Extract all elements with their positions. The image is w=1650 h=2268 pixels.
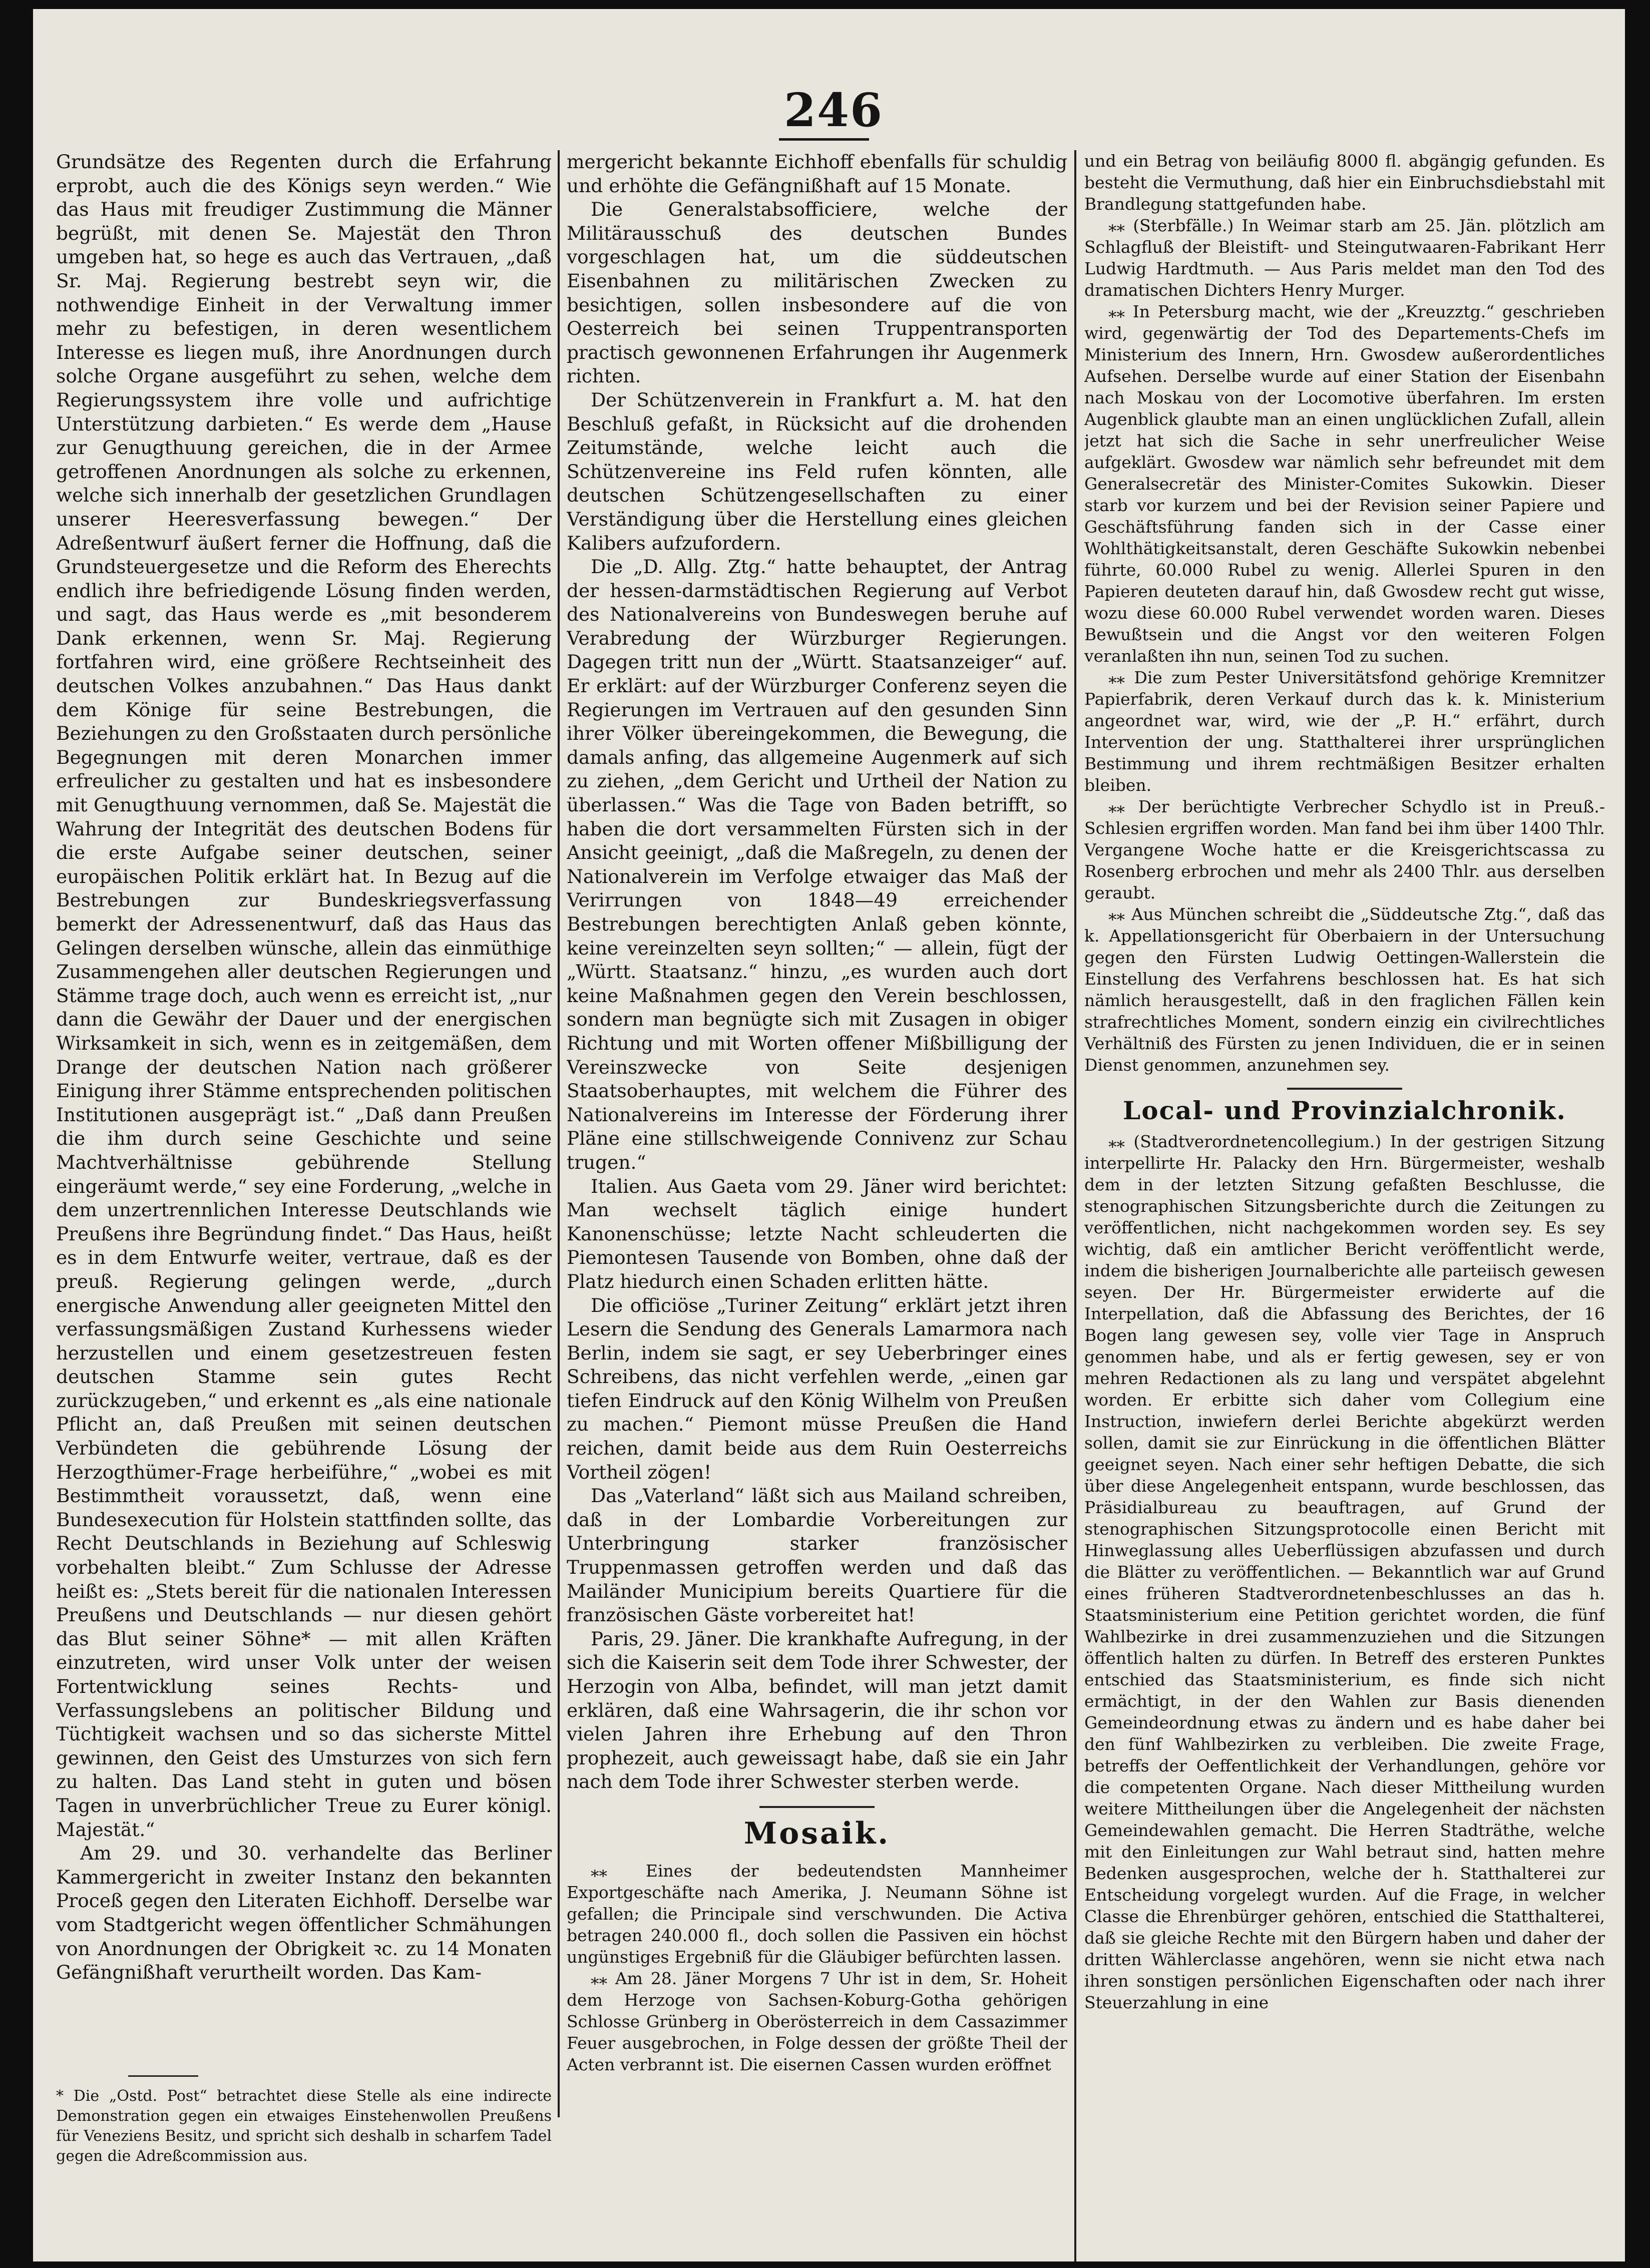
article-paragraph: ⁎⁎ Der berüchtigte Verbrecher Schydlo ist in Preuß.-Schlesien ergriffen worden. Man fand bei ihm über 1400 Thlr. Vergangene Woche hatte er die Kreisgerichtscassa zu Rosenberg erbrochen und mehr als 2400 Thlr. aus derselben geraubt. — [1084, 797, 1605, 902]
section-rule — [759, 1806, 875, 1808]
article-paragraph: Die Generalstabsofficiere, welche der Militärausschuß des deutschen Bundes vorgeschlagen hat, um die süddeutschen Eisenbahnen zu militärischen Zwecken zu besichtigen, sollen insbesondere auf die von Oesterreich bei seinen Truppentransporten practisch gewonnenen Erfahrungen ihr Augenmerk richten. — [567, 198, 1067, 387]
article-paragraph: Die officiöse „Turiner Zeitung“ erklärt jetzt ihren Lesern die Sendung des Generals Lamarmora nach Berlin, indem sie sagt, er sey Ueberbringer eines Schreibens, das nicht verfehlen werde, „einen gar tiefen Eindruck auf den König Wilhelm von Preußen zu machen.“ Piemont müsse Preußen die Hand reichen, damit beide aus dem Ruin Oesterreichs Vortheil zögen! — [567, 1294, 1067, 1483]
article-paragraph: ⁎⁎ Aus München schreibt die „Süddeutsche Ztg.“, daß das k. Appellationsgericht für Oberbaiern in der Untersuchung gegen den Fürsten Ludwig Oettingen-Wallerstein die Einstellung des Verfahrens beschlossen hat. Es hat sich nämlich herausgestellt, daß in den fraglichen Fällen kein strafrechtliches Moment, sondern einzig ein civilrechtliches Verhältniß des Fürsten zu jenen Individuen, die er in seinen Dienst genommen, anzunehmen sey. — [1084, 904, 1605, 1075]
article-paragraph: Die „D. Allg. Ztg.“ hatte behauptet, der Antrag der hessen-darmstädtischen Regierung auf Verbot des Nationalvereins von Bundeswegen beruhe auf Verabredung der Würzburger Regierungen. Dagegen tritt nun der „Württ. Staatsanzeiger“ auf. Er erklärt: auf der Würzburger Conferenz seyen die Regierungen im Vertrauen auf den gesunden Sinn ihrer Völker übereingekommen, die Bewegung, die damals anfing, das allgemeine Augenmerk auf sich zu ziehen, „dem Gericht und Urtheil der Nation zu überlassen.“ Was die Tage von Baden betrifft, so haben die dort versammelten Fürsten sich in der Ansicht geeinigt, „daß die Maßregeln, zu denen der Nationalverein im Verfolge etwaiger das Maß der Verirrungen von 1848—49 erreichender Bestrebungen berechtigten Anlaß geben könnte, keine vereinzelten seyn sollten;“ — allein, fügt der „Württ. Staatsanz.“ hinzu, „es wurden auch dort keine Maßnahmen gegen den Verein beschlossen, sondern man begnügte sich mit Zusagen in obiger Richtung und mit Worten offener Mißbilligung der Vereinszwecke von Seite desjenigen Staatsoberhauptes, mit welchem die Führer des Nationalvereins im Interesse der Förderung ihrer Pläne eine stillschweigende Connivenz zur Schau trugen.“ — [567, 556, 1067, 1173]
article-paragraph: ⁎⁎ Eines der bedeutendsten Mannheimer Exportgeschäfte nach Amerika, J. Neumann Söhne ist gefallen; die Principale sind verschwunden. Die Activa betragen 240.000 fl., doch sollen die Passiven ein höchst ungünstiges Ergebniß für die Gläubiger befürchten lassen. — [567, 1861, 1067, 1967]
chronik-heading: Local- und Provinzialchronik. — [1123, 1096, 1566, 1125]
column-2 — [567, 150, 1067, 2152]
article-paragraph: Paris, 29. Jäner. Die krankhafte Aufregung, in der sich die Kaiserin seit dem Tode ihrer Schwester, der Herzogin von Alba, befindet, will man jetzt damit erklären, daß eine Wahrsagerin, die ihr schon vor vielen Jahren ihre Erhebung auf den Thron prophezeit, auch geweissagt habe, daß sie ein Jahr nach dem Tode ihrer Schwester sterben werde. — [567, 1627, 1067, 1793]
newspaper-page — [33, 9, 1625, 2261]
page-number: 246 — [784, 83, 884, 137]
section-rule — [1287, 1088, 1402, 1090]
article-paragraph: Das „Vaterland“ läßt sich aus Mailand schreiben, daß in der Lombardie Vorbereitungen zur Unterbringung starker französischer Truppenmassen getroffen werden und daß das Mailänder Municipium bereits Quartiere für die französischen Gäste vorbereitet hat! — [567, 1485, 1067, 1626]
article-paragraph: ⁎⁎ In Petersburg macht, wie der „Kreuzztg.“ geschrieben wird, gegenwärtig der Tod des Departements-Chefs im Ministerium des Innern, Hrn. Gwosdew außerordentliches Aufsehen. Derselbe wurde auf einer Station der Eisenbahn nach Moskau von der Locomotive überfahren. Im ersten Augenblick glaubte man an einen unglücklichen Zufall, allein jetzt hat sich die Sache in sehr unerfreulicher Weise aufgeklärt. Gwosdew war nämlich sehr befreundet mit dem Generalsecretär des Minister-Comites Sukowkin. Dieser starb vor kurzem und bei der Revision seiner Papiere und Geschäftsführung fanden sich in der Casse einer Wohlthätigkeitsanstalt, deren Geschäfte Sukowkin nebenbei führte, 60.000 Rubel zu wenig. Allerlei Spuren in den Papieren deuteten darauf hin, daß Gwosdew recht gut wisse, wozu diese 60.000 Rubel verwendet worden waren. Dieses Bewußtsein und die Angst vor den weiteren Folgen veranlaßten ihn nun, seinen Tod zu suchen. — [1084, 302, 1605, 666]
column-divider — [1074, 150, 1076, 2261]
mosaik-heading: Mosaik. — [743, 1816, 891, 1851]
column-1 — [56, 150, 552, 2102]
article-paragraph: ⁎⁎ Am 28. Jäner Morgens 7 Uhr ist in dem, Sr. Hoheit dem Herzoge von Sachsen-Koburg-Gotha gehörigen Schlosse Grünberg in Oberösterreich in dem Cassazimmer Feuer ausgebrochen, in Folge dessen der größte Theil der Acten verbrannt ist. Die eisernen Cassen wurden eröffnet — [567, 1968, 1067, 2074]
article-paragraph: und ein Betrag von beiläufig 8000 fl. abgängig gefunden. Es besteht die Vermuthung, daß hier ein Einbruchsdiebstahl mit Brandlegung stattgefunden habe. — [1084, 151, 1605, 214]
article-paragraph: Italien. Aus Gaeta vom 29. Jäner wird berichtet: Man wechselt täglich einige hundert Kanonenschüsse; letzte Nacht schleuderten die Piemontesen Tausende von Bomben, ohne daß der Platz hiedurch einen Schaden erlitten hätte. — [567, 1175, 1067, 1292]
footnote-rule — [128, 2075, 198, 2077]
article-paragraph: ⁎⁎ (Sterbfälle.) In Weimar starb am 25. Jän. plötzlich am Schlagfluß der Bleistift- und Steingutwaaren-Fabrikant Herr Ludwig Hardtmuth. — Aus Paris meldet man den Tod des dramatischen Dichters Henry Murger. — [1084, 216, 1605, 300]
column-divider — [558, 150, 560, 2117]
article-paragraph: Grundsätze des Regenten durch die Erfahrung erprobt, auch die des Königs seyn werden.“ Wie das Haus mit freudiger Zustimmung die Männer begrüßt, mit denen Se. Majestät den Thron umgeben hat, so hege es auch das Vertrauen, „daß Sr. Maj. Regierung bestrebt seyn wir, die nothwendige Einheit in der Verwaltung immer mehr zu befestigen, in deren wesentlichem Interesse es liegen muß, ihre Anordnungen durch solche Organe ausgeführt zu sehen, welche dem Regierungssystem ihre volle und aufrichtige Unterstützung darbieten.“ Es werde dem „Hause zur Genugthuung gereichen, die in der Armee getroffenen Anordnungen als solche zu erkennen, welche sich innerhalb der gesetzlichen Grundlagen unserer Heeresverfassung bewegen.“ Der Adreßentwurf äußert ferner die Hoffnung, daß die Grundsteuergesetze und die Reform des Eherechts endlich ihre befriedigende Lösung finden werden, und sagt, das Haus werde es „mit besonderem Dank erkennen, wenn Sr. Maj. Regierung fortfahren wird, eine größere Rechtseinheit des deutschen Volkes anzubahnen.“ Das Haus dankt dem Könige für seine Bestrebungen, die Beziehungen zu den Großstaaten durch persönliche Begegnungen mit deren Monarchen immer erfreulicher zu gestalten und hat es insbesondere mit Genugthuung vernommen, daß Se. Majestät die Wahrung der Integrität des deutschen Bodens für die erste Aufgabe seiner deutschen, seiner europäischen Politik erklärt hat. In Bezug auf die Bestrebungen zur Bundeskriegsverfassung bemerkt der Adressenentwurf, daß das Haus das Gelingen derselben wünsche, allein das einmüthige Zusammengehen aller deutschen Regierungen und Stämme trage doch, auch wenn es erreicht ist, „nur dann die Gewähr der Dauer und der energischen Wirksamkeit in sich, wenn es in zeitgemäßen, dem Drange der deutschen Nation nach größerer Einigung ihrer Stämme entsprechenden politischen Institutionen ausgeprägt ist.“ „Daß dann Preußen die ihm durch seine Geschichte und seine Machtverhältnisse gebührende Stellung eingeräumt werde,“ sey eine Forderung, „welche in dem unzertrennlichen Interesse Deutschlands wie Preußens ihre Begründung findet.“ Das Haus, heißt es in dem Entwurfe weiter, vertraue, daß es der preuß. Regierung gelingen werde, „durch energische Anwendung aller geeigneten Mittel den verfassungsmäßigen Zustand Kurhessens wieder herzustellen und einem gesetzestreuen festen deutschen Stamme sein gutes Recht zurückzugeben,“ und erkennt es „als eine nationale Pflicht an, daß Preußen mit seinen deutschen Verbündeten die gebührende Lösung der Herzogthümer-Frage herbeiführe,“ „wobei es mit Bestimmtheit voraussetzt, daß, wenn eine Bundesexecution für Holstein stattfinden sollte, das Recht Deutschlands in Beziehung auf Schleswig vorbehalten bleibt.“ Zum Schlusse der Adresse heißt es: „Stets bereit für die nationalen Interessen Preußens und Deutschlands — nur diesen gehört das Blut seiner Söhne* — mit allen Kräften einzutreten, wird unser Volk unter der weisen Fortentwicklung seines Rechts- und Verfassungslebens an politischer Bildung und Tüchtigkeit wachsen und so das sicherste Mittel gewinnen, den Geist des Umsturzes von sich fern zu halten. Das Land steht in guten und bösen Tagen in unverbrüchlicher Treue zu Eurer königl. Majestät.“ — [56, 151, 552, 1841]
header-rule — [779, 138, 869, 141]
article-paragraph: Der Schützenverein in Frankfurt a. M. hat den Beschluß gefaßt, in Rücksicht auf die drohenden Zeitumstände, welche leicht auch die Schützenvereine ins Feld rufen könnten, alle deutschen Schützengesellschaften zu einer Verständigung über die Herstellung eines gleichen Kalibers aufzufordern. — [567, 388, 1067, 554]
article-paragraph: Am 29. und 30. verhandelte das Berliner Kammergericht in zweiter Instanz den bekannten Proceß gegen den Literaten Eichhoff. Derselbe war vom Stadtgericht wegen öffentlicher Schmähungen von Anordnungen der Obrigkeit ꝛc. zu 14 Monaten Gefängnißhaft verurtheilt worden. Das Kam- — [56, 1842, 552, 1984]
article-paragraph: mergericht bekannte Eichhoff ebenfalls für schuldig und erhöhte die Gefängnißhaft auf 15 Monate. — [567, 151, 1067, 197]
footnote: * Die „Ostd. Post“ betrachtet diese Stelle als eine indirecte Demonstration gegen ein etwaiges Einstehenwollen Preußens für Veneziens Besitz, und spricht sich deshalb in scharfem Tadel gegen die Adreßcommission aus. — [56, 2087, 552, 2165]
column-3 — [1084, 150, 1605, 2252]
article-paragraph: ⁎⁎ Die zum Pester Universitätsfond gehörige Kremnitzer Papierfabrik, deren Verkauf durch das k. k. Ministerium angeordnet war, wird, wie der „P. H.“ erfährt, durch Intervention der ung. Statthalterei ihrer ursprünglichen Bestimmung und ihrem rechtmäßigen Besitzer erhalten bleiben. — [1084, 668, 1605, 795]
article-paragraph: ⁎⁎ (Stadtverordnetencollegium.) In der gestrigen Sitzung interpellirte Hr. Palacky den Hrn. Bürgermeister, weshalb dem in der letzten Sitzung gefaßten Beschlusse, die stenographischen Sitzungsberichte durch die Zeitungen zu veröffentlichen, nicht nachgekommen worden sey. Es sey wichtig, daß ein amtlicher Bericht veröffentlicht werde, indem die bisherigen Journalberichte alle parteiisch gewesen seyen. Der Hr. Bürgermeister erwiderte auf die Interpellation, daß die Abfassung des Berichtes, der 16 Bogen lang gewesen sey, volle vier Tage in Anspruch genommen habe, und als er fertig gewesen, sey er von mehren Redactionen als zu lang und verspätet abgelehnt worden. Er erbitte sich daher vom Collegium eine Instruction, inwiefern derlei Berichte abgekürzt werden sollen, damit sie zur Einrückung in die öffentlichen Blätter geeignet seyen. Nach einer sehr heftigen Debatte, die sich über diese Angelegenheit entspann, wurde beschlossen, das Präsidialbureau zu beauftragen, auf Grund der stenographischen Sitzungsprotocolle einen Bericht mit Hinweglassung alles Ueberflüssigen abzufassen und durch die Blätter zu veröffentlichen. — Bekanntlich war auf Grund eines früheren Stadtverordnetenbeschlusses an das h. Staatsministerium eine Petition gerichtet worden, die fünf Wahlbezirke in drei zusammenzuziehen und die Sitzungen öffentlich halten zu dürfen. In Betreff des ersteren Punktes entschied das Staatsministerium, es finde sich nicht ermächtigt, in der den Wahlen zur Basis dienenden Gemeindeordnung etwas zu ändern und es habe daher bei den fünf Wahlbezirken zu verbleiben. Die zweite Frage, betreffs der Oeffentlichkeit der Verhandlungen, gehöre vor die competenten Organe. Nach dieser Mittheilung wurden weitere Mittheilungen über die Angelegenheit der nächsten Gemeindewahlen gemacht. Die Herren Stadträthe, welche mit den Einleitungen zur Wahl betraut sind, hatten mehre Bedenken ausgesprochen, welche der h. Statthalterei zur Entscheidung vorgelegt wurden. Auf die Frage, in welcher Classe die Ehrenbürger gehören, entschied die Statthalterei, daß sie gleiche Rechte mit den Bürgern haben und daher der dritten Wählerclasse angehören, wenn sie nicht etwa nach ihren sonstigen persönlichen Eigenschaften oder nach ihrer Steuerzahlung in eine — [1084, 1132, 1605, 2012]
